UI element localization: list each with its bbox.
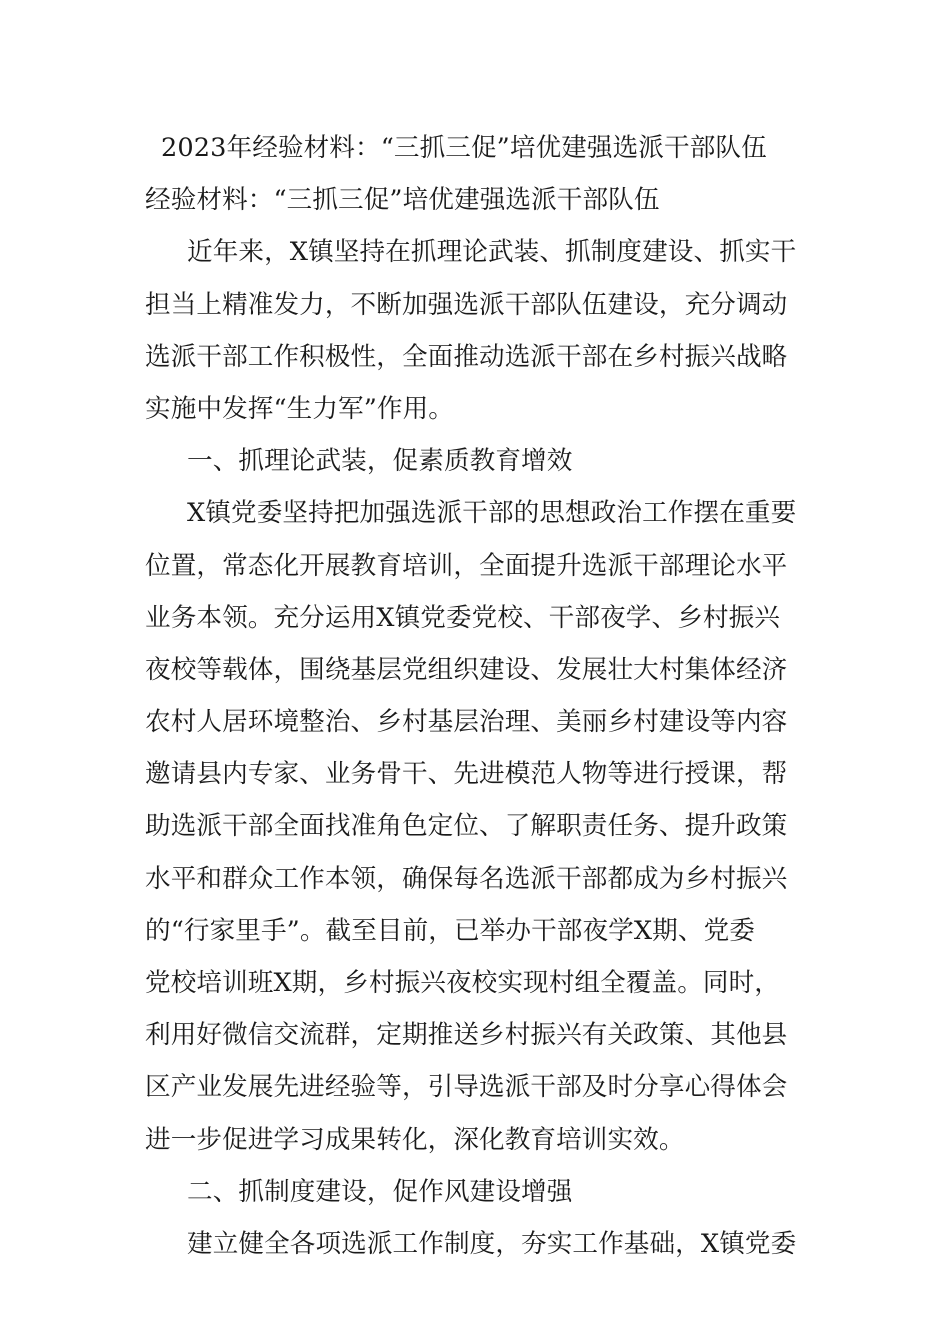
- paragraph-line: 助选派干部全面找准角色定位、了解职责任务、提升政策: [145, 811, 788, 842]
- document-page: [145, 122, 810, 1270]
- paragraph-line: 实施中发挥“生力军”作用。: [145, 393, 454, 424]
- document-title: 2023年经验材料：“三抓三促”培优建强选派干部队伍: [161, 133, 767, 163]
- paragraph-section-2: [145, 1218, 810, 1270]
- paragraph-line: 担当上精准发力，不断加强选派干部队伍建设，充分调动: [145, 289, 788, 320]
- paragraph-line: 区产业发展先进经验等，引导选派干部及时分享心得体会: [145, 1072, 788, 1103]
- paragraph-line: X镇党委坚持把加强选派干部的思想政治工作摆在重要: [187, 498, 797, 529]
- document-subtitle: 经验材料：“三抓三促”培优建强选派干部队伍: [145, 185, 660, 216]
- paragraph-intro: [145, 226, 810, 435]
- paragraph-line: 利用好微信交流群，定期推送乡村振兴有关政策、其他县: [145, 1020, 788, 1051]
- paragraph-section-1: [145, 487, 810, 1165]
- paragraph-line: 建立健全各项选派工作制度，夯实工作基础，X镇党委: [187, 1228, 797, 1259]
- paragraph-line: 选派干部工作积极性，全面推动选派干部在乡村振兴战略: [145, 341, 788, 372]
- paragraph-line: 水平和群众工作本领，确保每名选派干部都成为乡村振兴: [145, 863, 788, 894]
- paragraph-line: 邀请县内专家、业务骨干、先进模范人物等进行授课，帮: [145, 759, 788, 790]
- paragraph-line: 的“行家里手”。截至目前，已举办干部夜学X期、党委: [145, 915, 755, 946]
- paragraph-line: 位置，常态化开展教育培训，全面提升选派干部理论水平: [145, 550, 788, 581]
- section-heading-2: [145, 1166, 810, 1218]
- paragraph-line: 业务本领。充分运用X镇党委党校、干部夜学、乡村振兴: [145, 602, 780, 633]
- section-heading-1: [145, 435, 810, 487]
- paragraph-line: 夜校等载体，围绕基层党组织建设、发展壮大村集体经济: [145, 654, 788, 685]
- paragraph-line: 进一步促进学习成果转化，深化教育培训实效。: [145, 1124, 685, 1155]
- section-heading: 二、抓制度建设，促作风建设增强: [187, 1176, 573, 1207]
- paragraph-line: 农村人居环境整治、乡村基层治理、美丽乡村建设等内容: [145, 707, 788, 738]
- paragraph-line: 党校培训班X期，乡村振兴夜校实现村组全覆盖。同时，: [145, 968, 780, 998]
- section-heading: 一、抓理论武装，促素质教育增效: [187, 446, 573, 477]
- paragraph-line: 近年来，X镇坚持在抓理论武装、抓制度建设、抓实干: [187, 237, 797, 268]
